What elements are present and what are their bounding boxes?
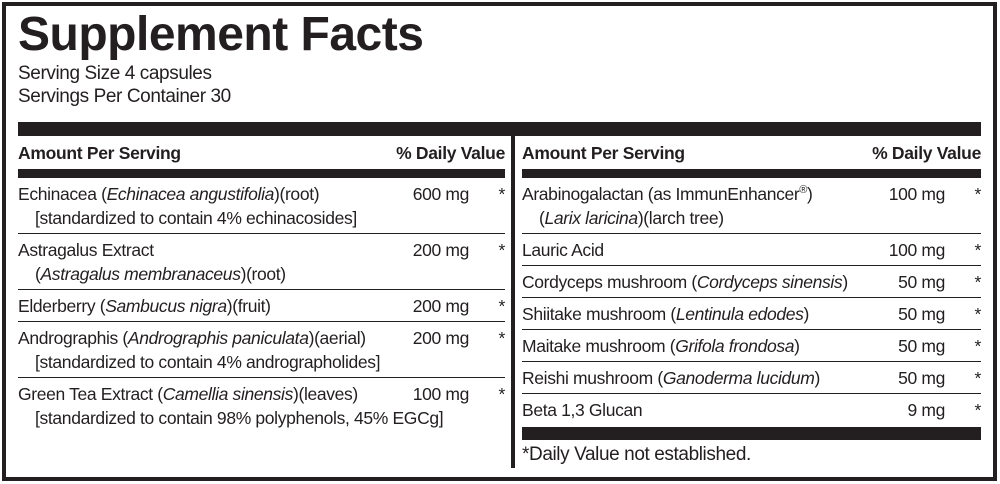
ingredient-amount: 100 mg [888,184,945,204]
ingredient-amount: 50 mg [898,336,945,356]
daily-value-label: % Daily Value [396,143,505,163]
text-segment: Elderberry ( [18,296,106,316]
ingredient-name [522,398,865,422]
header-divider-bar [18,122,981,136]
text-segment: Beta 1,3 Glucan [522,400,643,420]
right-column [522,136,981,468]
ingredient-row [18,289,505,321]
text-segment: Astragalus Extract [18,240,154,260]
ingredient-subline [18,406,505,430]
text-segment: ) [807,184,813,204]
facts-columns [18,136,981,468]
botanical-name: Ganoderma lucidum [662,368,815,388]
ingredient-amount: 50 mg [898,304,945,324]
footnote-divider-bar [522,427,981,440]
ingredient-name [522,238,865,262]
ingredient-row [18,377,505,433]
ingredient-amount: 200 mg [412,328,469,348]
botanical-name: Andrographis paniculata [127,328,309,348]
text-segment: )(larch tree) [637,208,724,228]
ingredient-amount: 100 mg [888,240,945,260]
text-segment: ( [35,264,41,284]
text-segment: Shiitake mushroom ( [522,304,676,324]
text-segment: [standardized to contain 4% andrographolides] [35,352,381,372]
ingredient-row [522,233,981,265]
right-column-header [522,136,981,178]
text-segment: Cordyceps mushroom ( [522,272,697,292]
ingredient-amount: 600 mg [412,184,469,204]
daily-value-asterisk: * [974,400,981,420]
ingredient-row [522,178,981,233]
ingredient-row [18,233,505,289]
botanical-name: Lentinula edodes [675,304,804,324]
text-segment: )(fruit) [226,296,271,316]
daily-value-asterisk: * [974,272,981,292]
botanical-name: Grifola frondosa [675,336,795,356]
ingredient-subline [18,206,505,230]
servings-per-container: Servings Per Container 30 [18,86,231,107]
text-segment: Lauric Acid [522,240,604,260]
ingredient-row [18,178,505,233]
right-column-rows [522,178,981,425]
ingredient-name [522,182,865,206]
daily-value-asterisk: * [974,304,981,324]
ingredient-name [522,302,865,326]
ingredient-name [522,334,865,358]
text-segment: ) [814,368,821,388]
text-segment: )(root) [240,264,286,284]
ingredient-amount: 9 mg [907,400,945,420]
botanical-name: Sambucus nigra [105,296,227,316]
ingredient-row [18,321,505,377]
text-segment: Arabinogalactan (as ImmunEnhancer [522,184,800,204]
ingredient-name [522,270,865,294]
ingredient-subline [18,350,505,374]
ingredient-name [18,238,389,262]
column-divider [511,136,515,468]
daily-value-asterisk: * [974,368,981,388]
ingredient-amount: 200 mg [412,296,469,316]
ingredient-row [522,393,981,425]
left-column-header [18,136,505,178]
ingredient-amount: 50 mg [898,272,945,292]
text-segment: Green Tea Extract ( [18,384,163,404]
ingredient-row [522,297,981,329]
text-segment: [standardized to contain 98% polyphenols, 45% EGCg] [35,408,444,428]
botanical-name: Camellia sinensis [162,384,293,404]
ingredient-amount: 50 mg [898,368,945,388]
text-segment: Echinacea ( [18,184,107,204]
ingredient-row [522,329,981,361]
ingredient-name [18,382,389,406]
text-segment: ( [539,208,545,228]
text-segment: ) [803,304,810,324]
ingredient-subline [522,206,981,230]
daily-value-asterisk: * [498,184,505,204]
botanical-name: Astragalus membranaceus [40,264,241,284]
text-segment: )(leaves) [292,384,358,404]
supplement-facts-label [2,2,997,481]
text-segment: )(aerial) [308,328,366,348]
ingredient-amount: 100 mg [412,384,469,404]
ingredient-name [522,366,865,390]
left-column-rows [18,178,505,433]
daily-value-label: % Daily Value [872,143,981,163]
left-column [18,136,505,468]
botanical-name: Echinacea angustifolia [106,184,274,204]
botanical-name: Larix laricina [544,208,638,228]
text-segment: Maitake mushroom ( [522,336,676,356]
ingredient-amount: 200 mg [412,240,469,260]
botanical-name: Cordyceps sinensis [696,272,843,292]
ingredient-name [18,182,389,206]
ingredient-subline [18,262,505,286]
daily-value-asterisk: * [498,328,505,348]
amount-per-serving-label: Amount Per Serving [18,143,181,163]
daily-value-asterisk: * [498,384,505,404]
text-segment: Reishi mushroom ( [522,368,663,388]
daily-value-asterisk: * [498,296,505,316]
registered-mark: ® [799,184,808,197]
ingredient-row [522,361,981,393]
label-title: Supplement Facts [18,8,424,61]
daily-value-asterisk: * [974,184,981,204]
ingredient-row [522,265,981,297]
ingredient-name [18,294,389,318]
amount-per-serving-label: Amount Per Serving [522,143,685,163]
serving-size: Serving Size 4 capsules [18,63,212,84]
text-segment: [standardized to contain 4% echinacosides] [35,208,357,228]
text-segment: Andrographis ( [18,328,128,348]
text-segment: ) [842,272,848,292]
daily-value-asterisk: * [974,240,981,260]
daily-value-asterisk: * [498,240,505,260]
ingredient-name [18,326,389,350]
text-segment: )(root) [274,184,320,204]
daily-value-asterisk: * [974,336,981,356]
text-segment: ) [794,336,800,356]
daily-value-footnote: *Daily Value not established. [522,444,751,465]
